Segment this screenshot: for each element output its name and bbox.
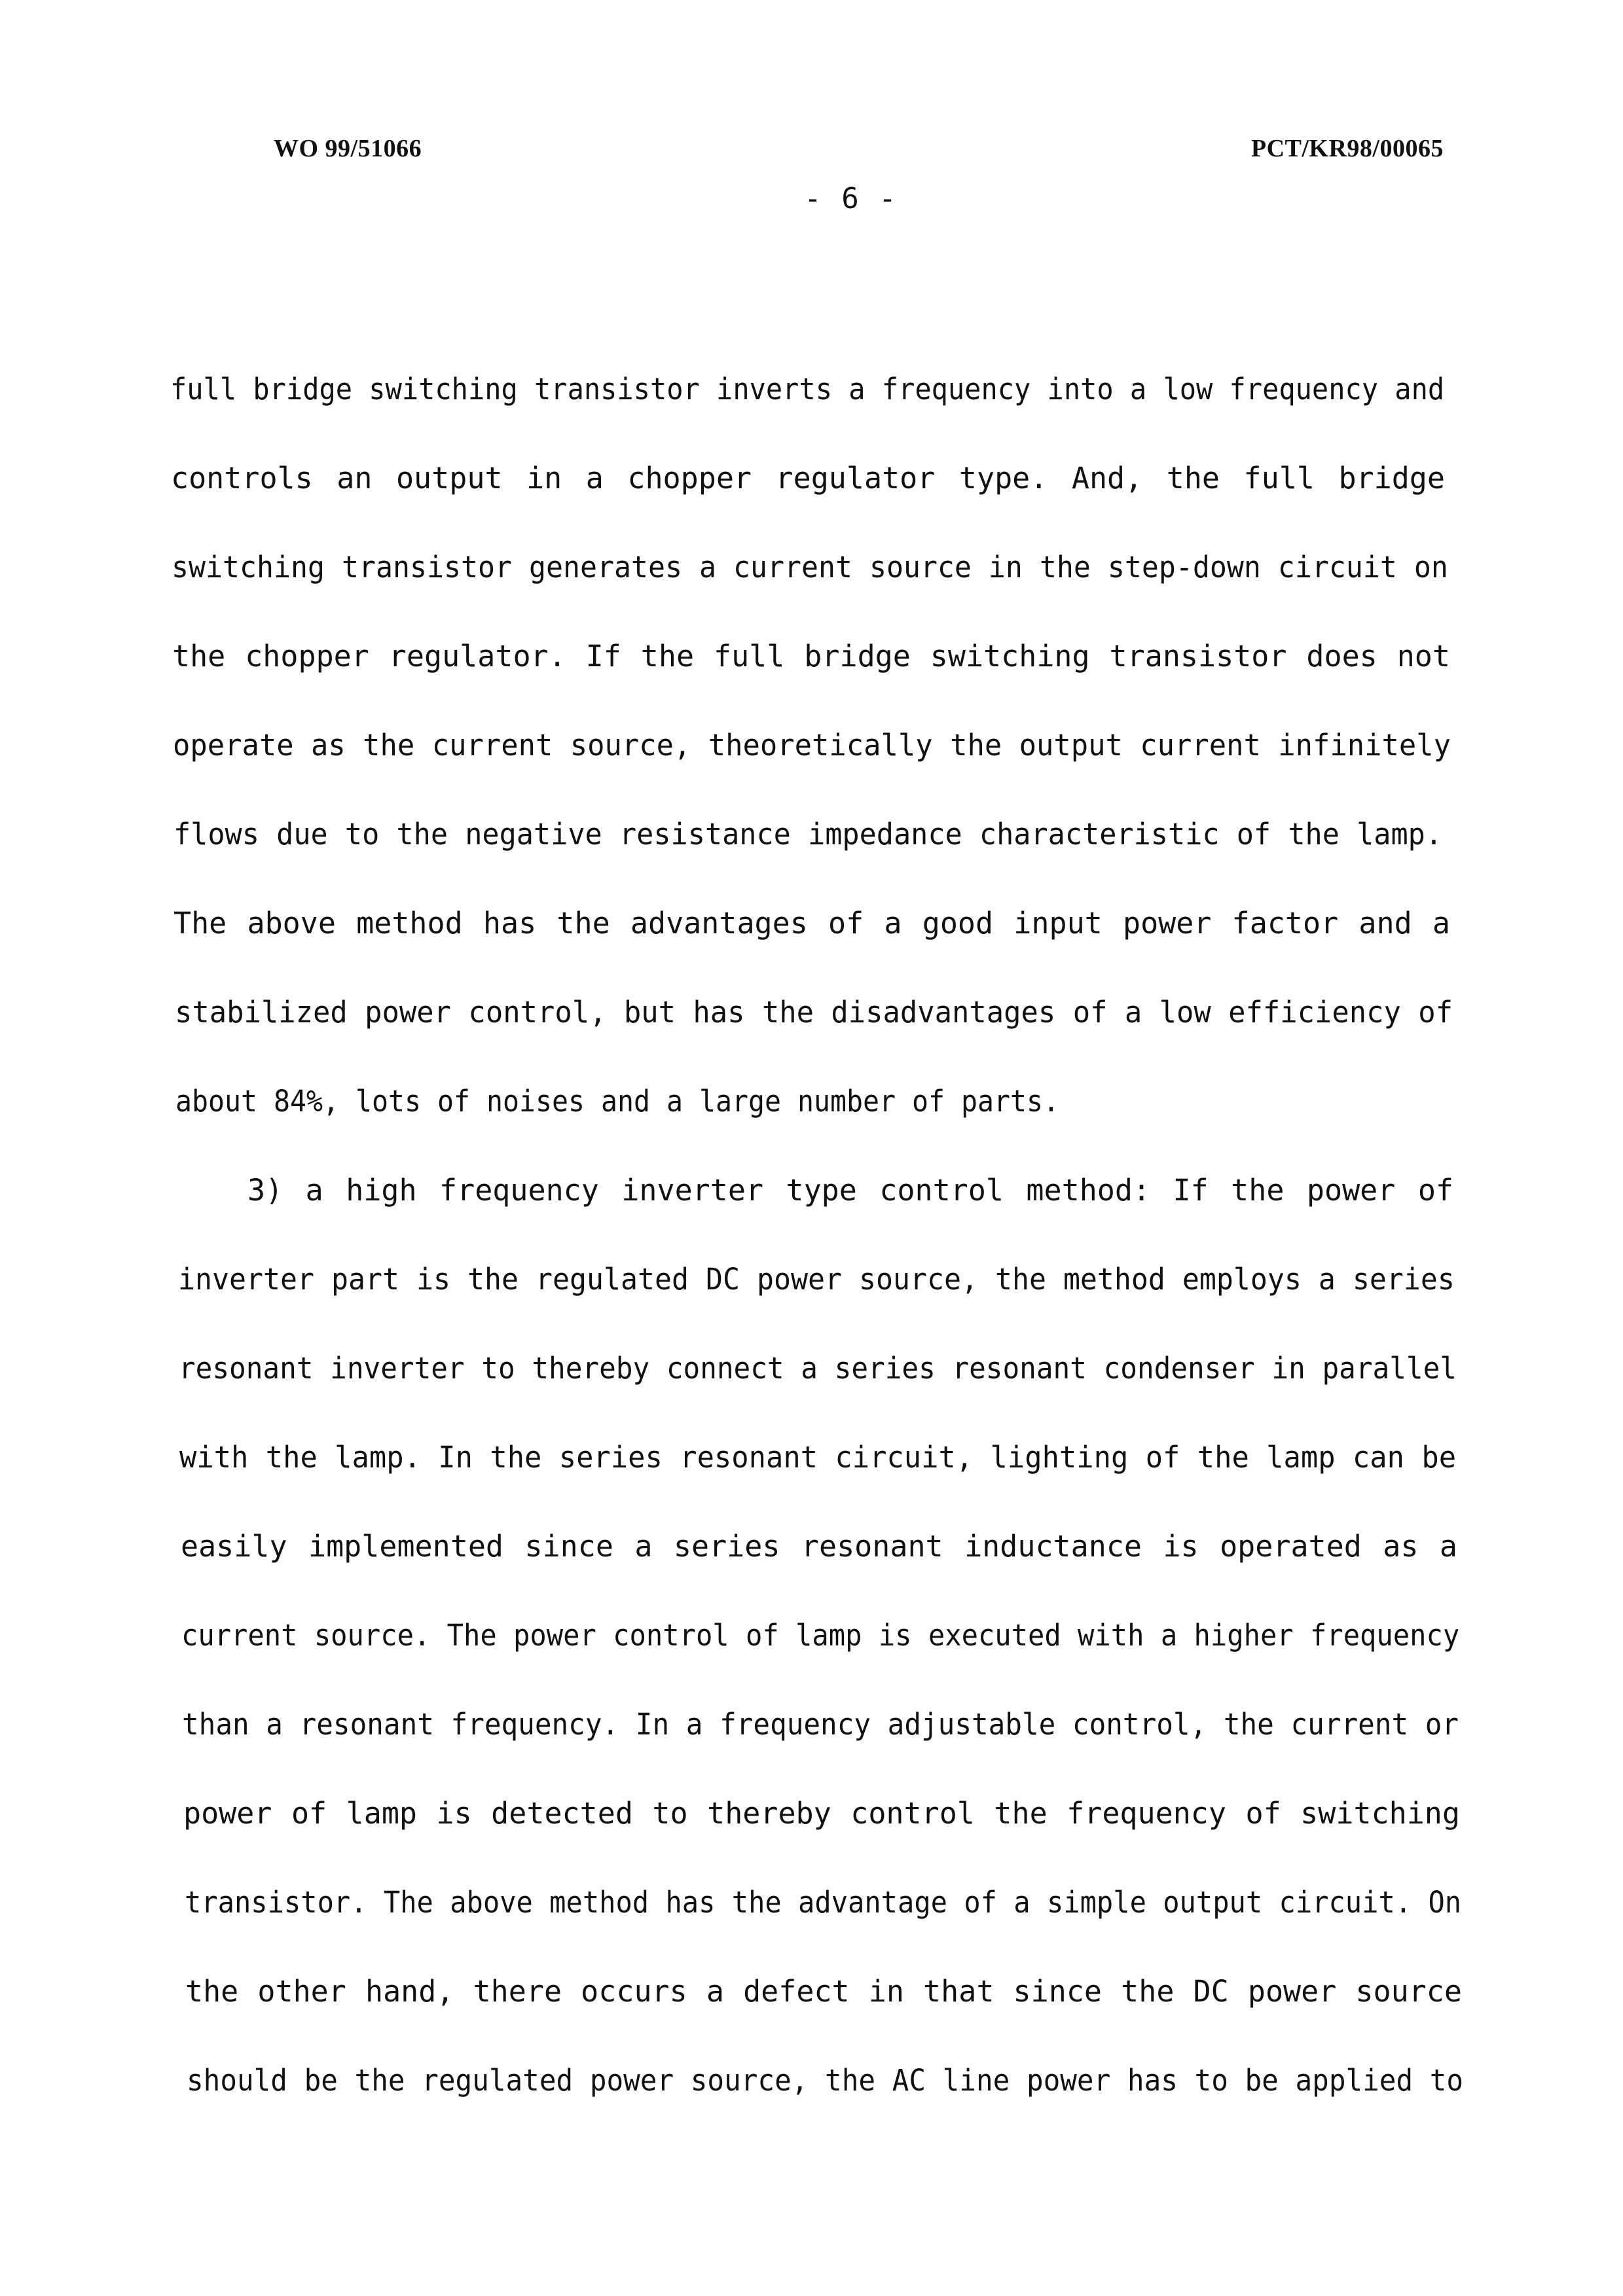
- text-line: about 84%, lots of noises and a large number of parts.: [175, 1084, 1060, 1119]
- text-line: the chopper regulator. If the full bridge switching transistor does not: [172, 639, 1450, 673]
- text-line: flows due to the negative resistance impedance characteristic of the lamp.: [173, 817, 1443, 852]
- text-line: controls an output in a chopper regulator type. And, the full bridge: [171, 461, 1445, 495]
- text-line: than a resonant frequency. In a frequency adjustable control, the current or: [182, 1707, 1459, 1742]
- text-line: 3) a high frequency inverter type control method: If the power of: [247, 1173, 1453, 1208]
- text-line: resonant inverter to thereby connect a series resonant condenser in parallel: [179, 1351, 1457, 1386]
- text-line: transistor. The above method has the advantage of a simple output circuit. On: [185, 1885, 1462, 1920]
- text-line: with the lamp. In the series resonant circuit, lighting of the lamp can be: [179, 1440, 1457, 1475]
- text-line: easily implemented since a series resonant inductance is operated as a: [181, 1529, 1457, 1564]
- application-number: PCT/KR98/00065: [1250, 135, 1444, 162]
- text-line: should be the regulated power source, the AC line power has to be applied to: [187, 2063, 1464, 2098]
- text-line: inverter part is the regulated DC power source, the method employs a series: [178, 1262, 1455, 1297]
- document-id: WO 99/51066: [274, 135, 422, 162]
- text-line: switching transistor generates a current source in the step-down circuit on: [172, 550, 1448, 584]
- text-line: stabilized power control, but has the disadvantages of a low efficiency of: [175, 995, 1453, 1030]
- text-line: operate as the current source, theoretically the output current infinitely: [173, 728, 1451, 762]
- page-number: - 6 -: [804, 182, 898, 215]
- text-line: the other hand, there occurs a defect in that since the DC power source: [185, 1974, 1462, 2009]
- text-line: The above method has the advantages of a good input power factor and a: [173, 906, 1450, 941]
- text-line: full bridge switching transistor inverts a frequency into a low frequency and: [170, 372, 1445, 406]
- text-line: current source. The power control of lamp is executed with a higher frequency: [181, 1618, 1460, 1653]
- text-line: power of lamp is detected to thereby control the frequency of switching: [183, 1796, 1460, 1831]
